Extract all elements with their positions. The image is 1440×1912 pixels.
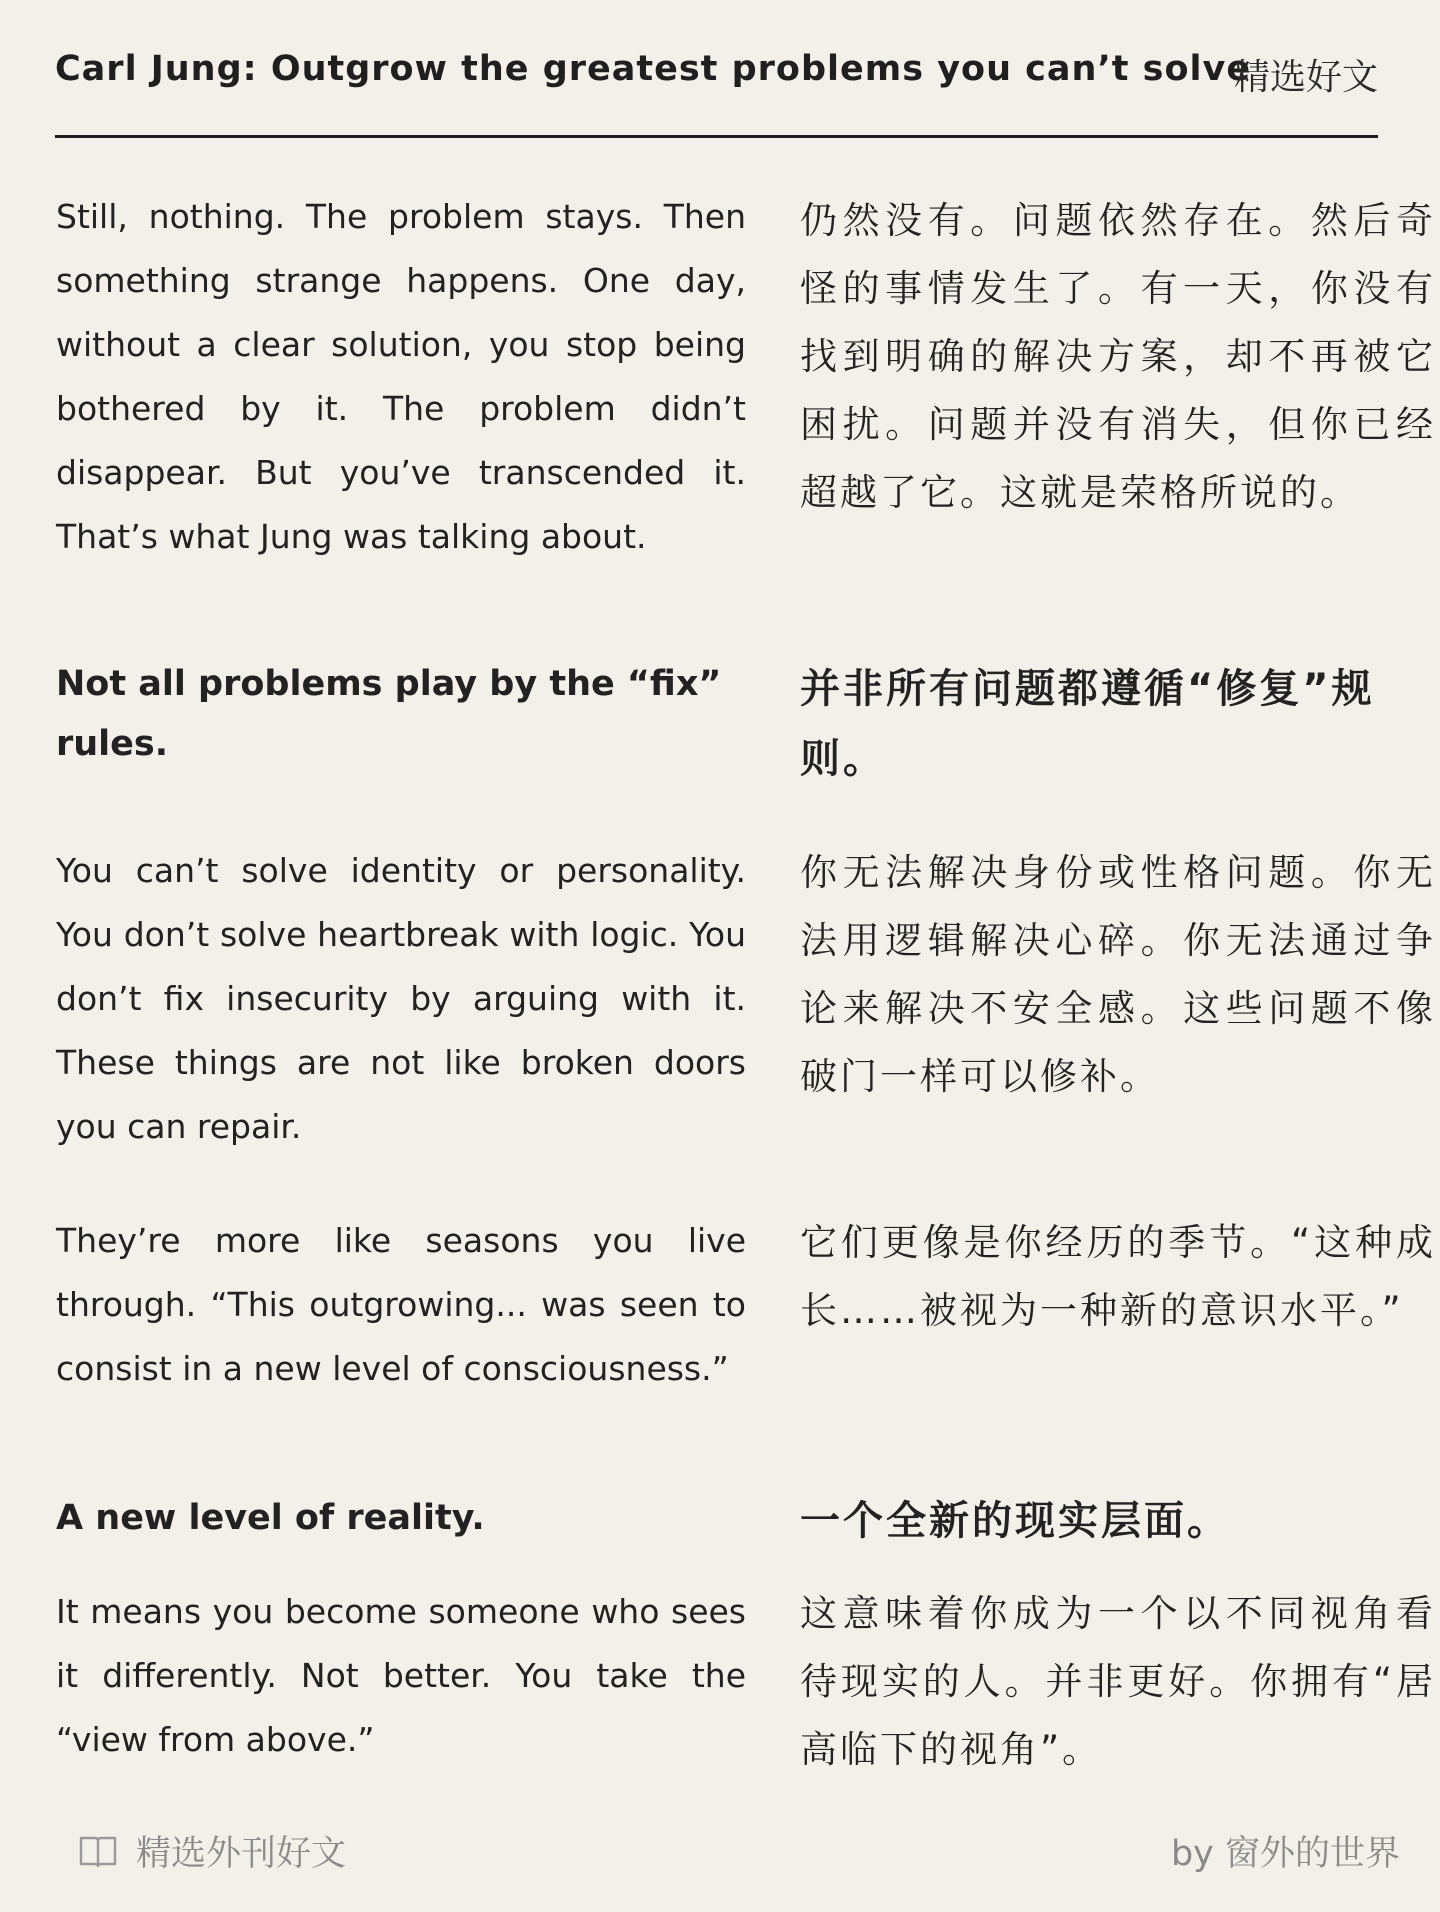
footer-brand-label: 精选外刊好文 — [136, 1834, 347, 1874]
english-paragraph: You can’t solve identity or personality. You don’t solve heartbreak with logic. You don’t fix insecurity by arguing with it. These things are not like broken doors you can repair. — [56, 851, 746, 1146]
chinese-heading: 一个全新的现实层面。 — [800, 1498, 1230, 1544]
english-paragraph: Still, nothing. The problem stays. Then something strange happens. One day, without a clear solution, you stop being bothered by it. The problem didn’t disappear. But you’ve transcended it. That’s what Jung was talking about. — [56, 197, 746, 556]
english-paragraph: It means you become someone who sees it differently. Not better. You take the “view from above.” — [56, 1592, 746, 1759]
chinese-paragraph: 仍然没有。问题依然存在。然后奇怪的事情发生了。有一天，你没有找到明确的解决方案，却不再被它困扰。问题并没有消失，但你已经超越了它。这就是荣格所说的。 — [800, 199, 1436, 514]
english-heading: Not all problems play by the “fix” rules. — [56, 664, 722, 764]
footer-author: by 窗外的世界 — [1170, 1834, 1400, 1874]
english-heading: A new level of reality. — [56, 1498, 485, 1538]
page-footer — [78, 1826, 1400, 1886]
footer-brand — [78, 1826, 346, 1876]
chinese-heading: 并非所有问题都遵循“修复”规则。 — [800, 666, 1375, 782]
category-tag: 精选好文 — [1233, 57, 1378, 98]
chinese-paragraph: 你无法解决身份或性格问题。你无法用逻辑解决心碎。你无法通过争论来解决不安全感。这些问题不像破门一样可以修补。 — [800, 851, 1436, 1098]
chinese-paragraph: 这意味着你成为一个以不同视角看待现实的人。并非更好。你拥有“居高临下的视角”。 — [800, 1592, 1436, 1771]
page-header — [55, 45, 1378, 138]
chinese-paragraph: 它们更像是你经历的季节。“这种成长……被视为一种新的意识水平。” — [800, 1221, 1436, 1332]
english-paragraph: They’re more like seasons you live through. “This outgrowing... was seen to consist in a new level of consciousness.” — [56, 1221, 746, 1388]
book-icon — [78, 1834, 118, 1868]
article-title: Carl Jung: Outgrow the greatest problems you can’t solve — [55, 49, 1252, 89]
